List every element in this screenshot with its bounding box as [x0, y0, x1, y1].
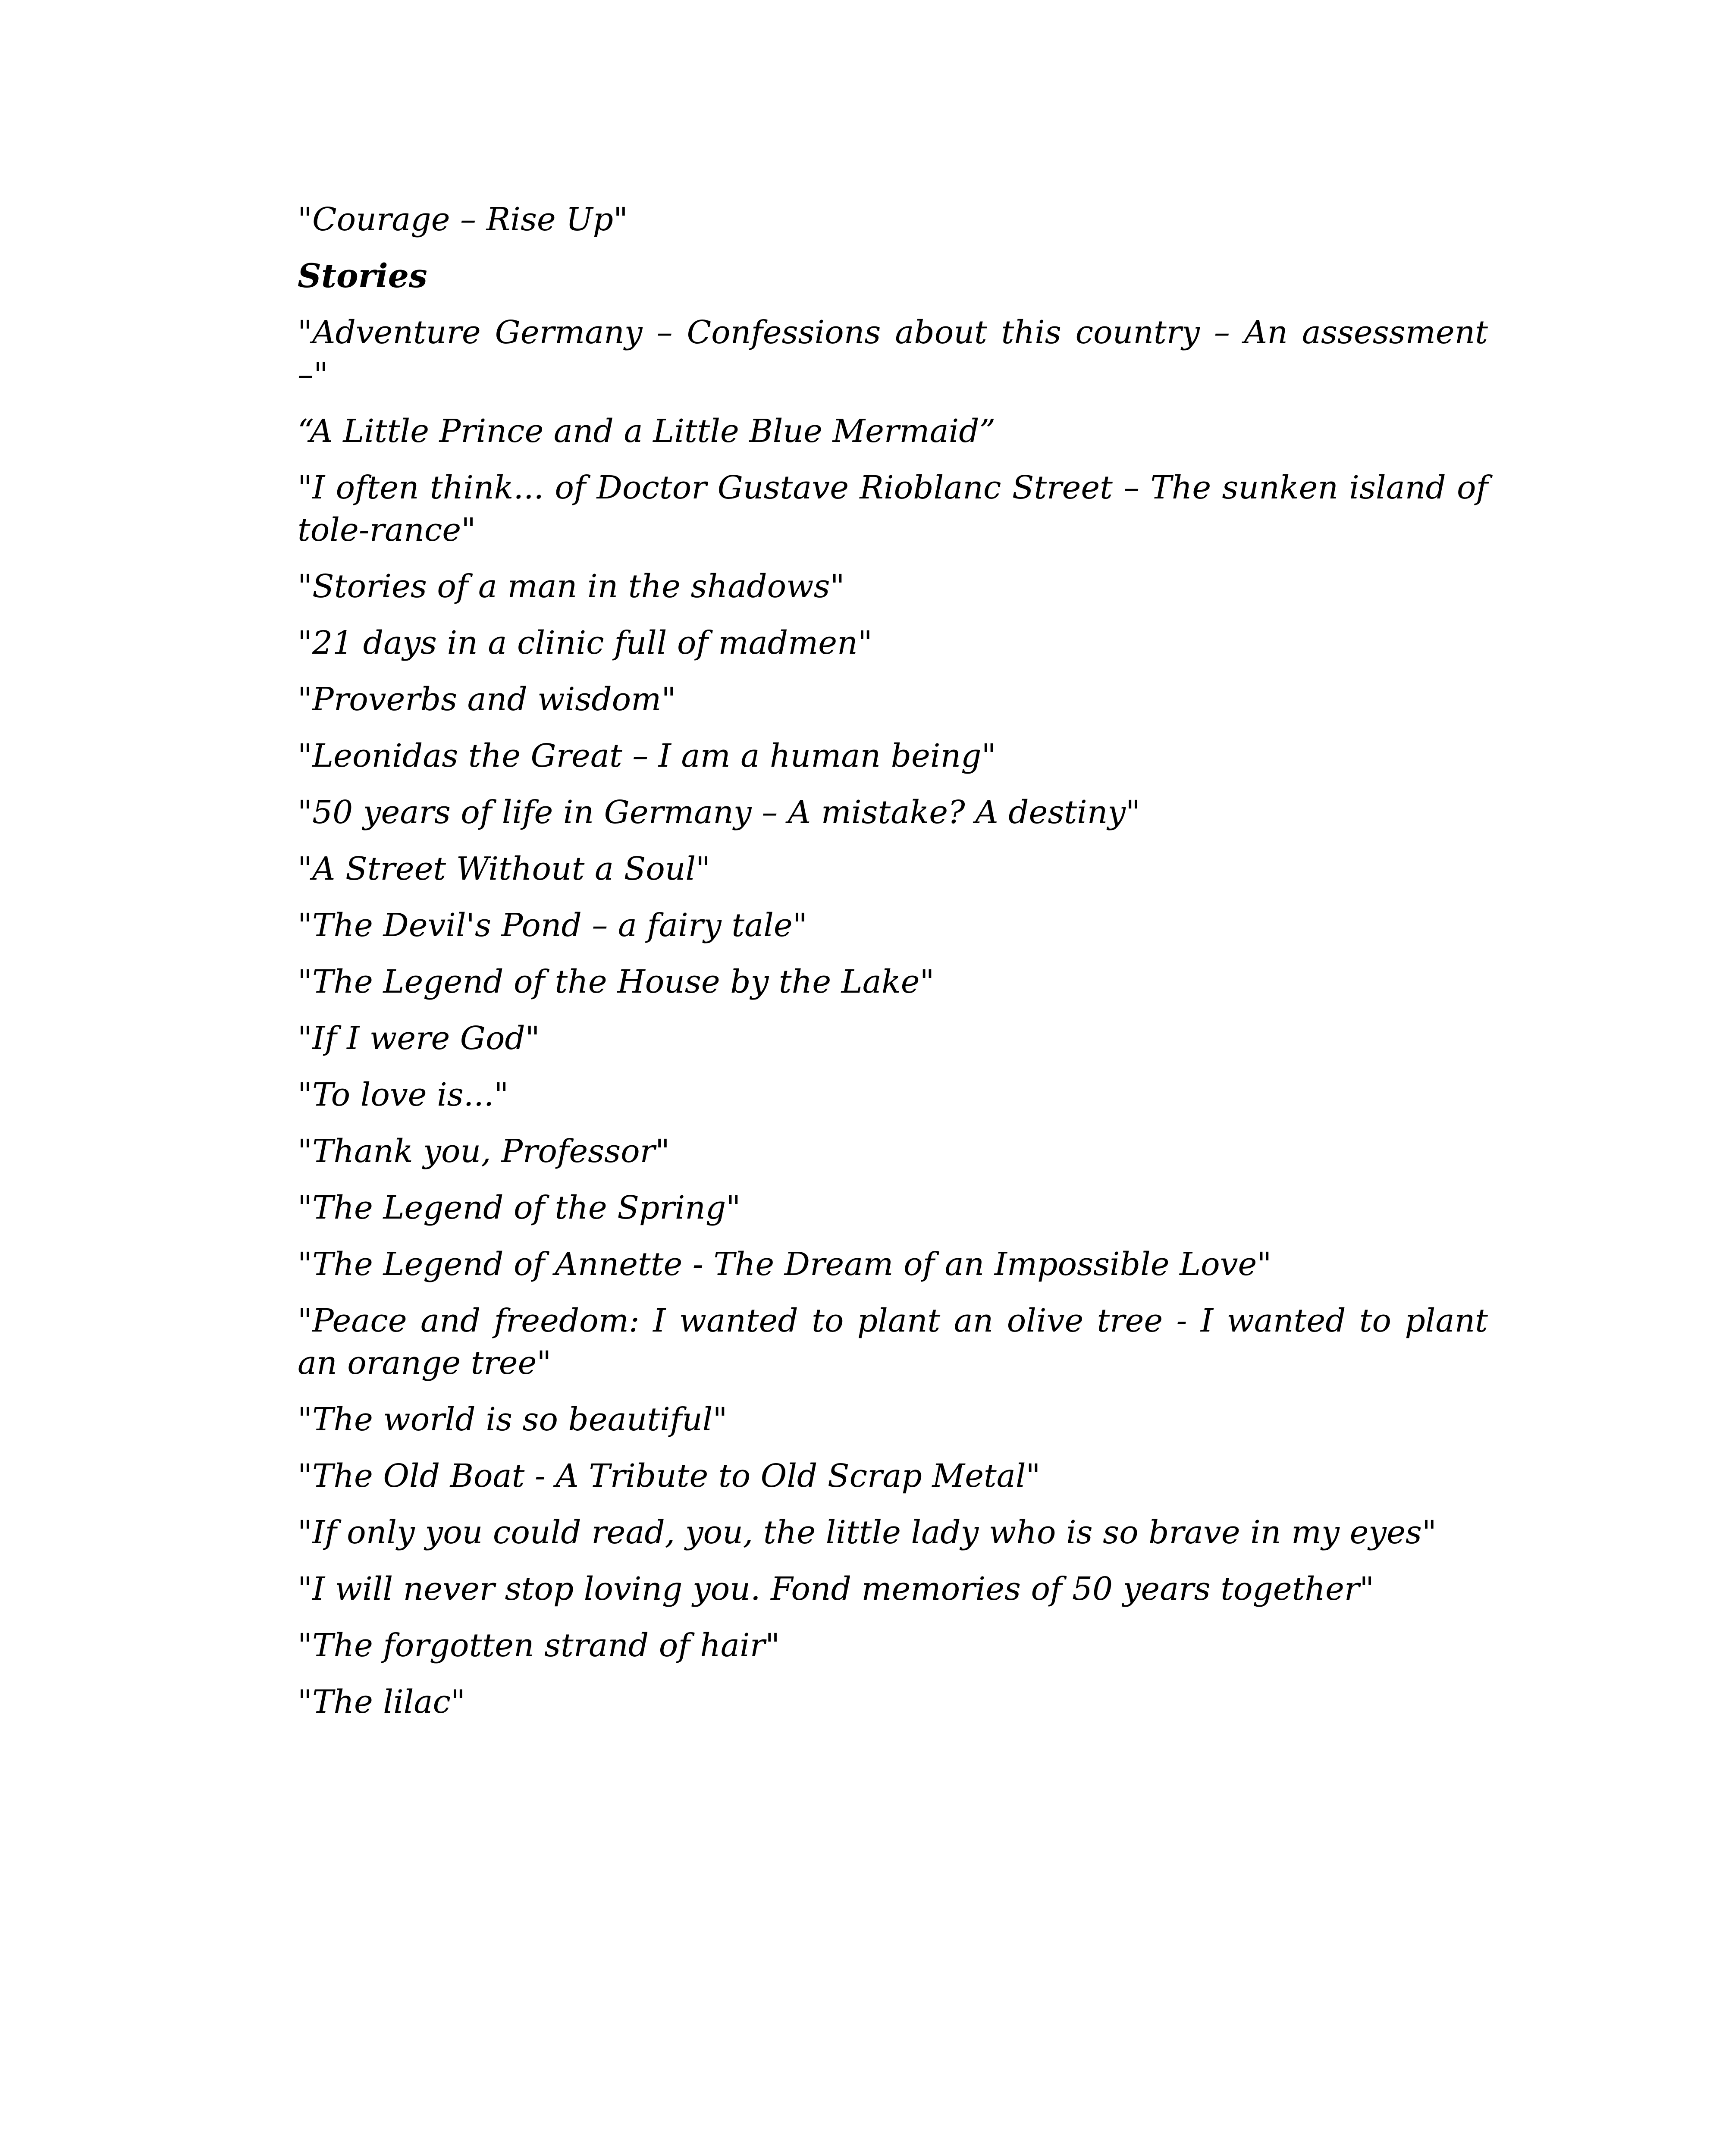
story-list [298, 198, 1488, 1737]
list-item: "The Legend of the Spring" [298, 1189, 741, 1226]
section-heading: Stories [298, 257, 427, 295]
intro-title: "Courage – Rise Up" [298, 201, 628, 238]
list-item: "Adventure Germany – Confessions about this country – An assessment –" [298, 314, 1488, 393]
list-item: "A Street Without a Soul" [298, 850, 711, 887]
list-item: "The Devil's Pond – a fairy tale" [298, 907, 807, 944]
list-item: "The lilac" [298, 1683, 465, 1720]
list-item: "50 years of life in Germany – A mistake? A destiny" [298, 794, 1141, 831]
list-item: "If I were God" [298, 1020, 540, 1057]
list-item: "Stories of a man in the shadows" [298, 568, 845, 605]
list-item: "Peace and freedom: I wanted to plant an olive tree - I wanted to plant an orange tree" [298, 1302, 1488, 1382]
list-item: "The Legend of the House by the Lake" [298, 963, 935, 1000]
list-item: "Leonidas the Great – I am a human being" [298, 737, 996, 774]
list-item: "If only you could read, you, the little lady who is so brave in my eyes" [298, 1514, 1437, 1551]
list-item: "Thank you, Professor" [298, 1133, 670, 1170]
list-item: "Proverbs and wisdom" [298, 681, 676, 718]
list-item: "The world is so beautiful" [298, 1401, 728, 1438]
list-item: "The forgotten strand of hair" [298, 1627, 780, 1664]
list-item: "I often think... of Doctor Gustave Rioblanc Street – The sunken island of tole-rance" [298, 469, 1488, 548]
list-item: "21 days in a clinic full of madmen" [298, 624, 872, 661]
list-item: "The Legend of Annette - The Dream of an Impossible Love" [298, 1246, 1272, 1283]
list-item: "To love is..." [298, 1076, 509, 1113]
list-item: “A Little Prince and a Little Blue Mermaid” [298, 413, 996, 450]
list-item: "The Old Boat - A Tribute to Old Scrap Metal" [298, 1457, 1041, 1495]
list-item: "I will never stop loving you. Fond memories of 50 years together" [298, 1570, 1374, 1608]
